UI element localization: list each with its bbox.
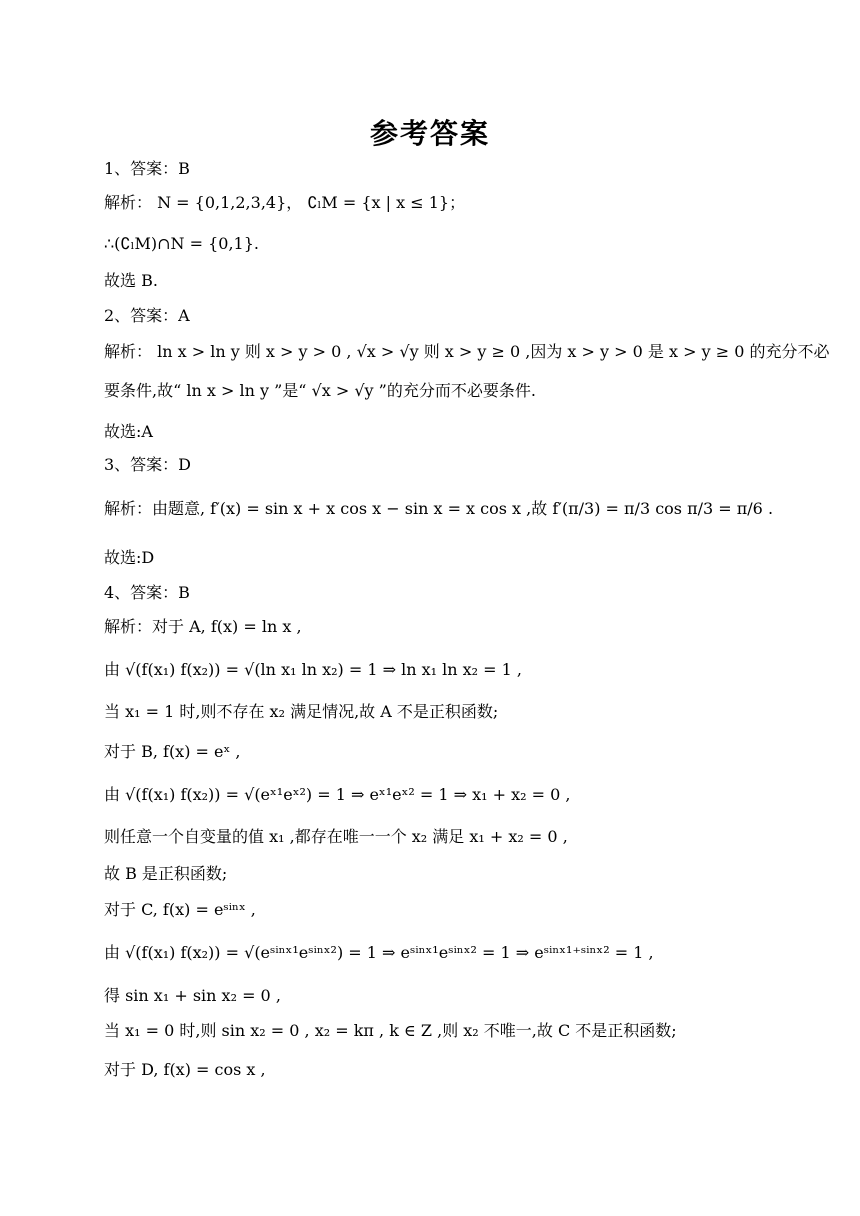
q3-answer: 3、答案：D bbox=[104, 455, 192, 474]
q1-analysis: 解析： N = {0,1,2,3,4}， ∁ₗM = {x | x ≤ 1}； bbox=[104, 193, 466, 212]
q4-c-sum: 得 sin x₁ + sin x₂ = 0 , bbox=[104, 986, 281, 1005]
q4-c-conclusion: 当 x₁ = 0 时,则 sin x₂ = 0 , x₂ = kπ , k ∈ Z ,则 x₂ 不唯一,故 C 不是正积函数; bbox=[104, 1021, 677, 1040]
page-title: 参考答案 bbox=[369, 117, 490, 150]
q4-b-derivation: 由 √(f(x₁) f(x₂)) = √(eˣ¹eˣ²) = 1 ⇒ eˣ¹eˣ² = 1 ⇒ x₁ + x₂ = 0 , bbox=[104, 785, 571, 804]
q4-a-derivation: 由 √(f(x₁) f(x₂)) = √(ln x₁ ln x₂) = 1 ⇒ ln x₁ ln x₂ = 1 , bbox=[104, 660, 523, 679]
q4-analysis-b: 对于 B, f(x) = eˣ , bbox=[104, 742, 241, 761]
q1-choice: 故选 B. bbox=[104, 271, 158, 290]
q4-answer: 4、答案：B bbox=[104, 583, 190, 602]
q4-analysis-a: 解析：对于 A, f(x) = ln x , bbox=[104, 617, 302, 636]
q3-choice: 故选:D bbox=[104, 548, 155, 567]
q4-analysis-c: 对于 C, f(x) = eˢⁱⁿˣ , bbox=[104, 900, 256, 919]
q3-analysis: 解析：由题意, f′(x) = sin x + x cos x − sin x = x cos x ,故 f′(π/3) = π/3 cos π/3 = π/6 . bbox=[104, 499, 774, 518]
q4-b-conclusion: 故 B 是正积函数; bbox=[104, 864, 228, 883]
q1-answer: 1、答案：B bbox=[104, 159, 190, 178]
q2-analysis-cont: 要条件,故“ ln x > ln y ”是“ √x > √y ”的充分而不必要条件. bbox=[104, 381, 536, 400]
q2-answer: 2、答案：A bbox=[104, 306, 190, 325]
q2-analysis: 解析： ln x > ln y 则 x > y > 0 , √x > √y 则 x > y ≥ 0 ,因为 x > y > 0 是 x > y ≥ 0 的充分不必 bbox=[104, 342, 830, 361]
q4-a-conclusion: 当 x₁ = 1 时,则不存在 x₂ 满足情况,故 A 不是正积函数; bbox=[104, 702, 499, 721]
q1-result: ∴(∁ₗM)∩N = {0,1}. bbox=[104, 234, 259, 253]
q2-choice: 故选:A bbox=[104, 422, 153, 441]
q4-c-derivation: 由 √(f(x₁) f(x₂)) = √(eˢⁱⁿˣ¹eˢⁱⁿˣ²) = 1 ⇒ eˢⁱⁿˣ¹eˢⁱⁿˣ² = 1 ⇒ eˢⁱⁿˣ¹⁺ˢⁱⁿˣ² = 1 , bbox=[104, 943, 654, 962]
q4-b-statement: 则任意一个自变量的值 x₁ ,都存在唯一一个 x₂ 满足 x₁ + x₂ = 0 , bbox=[104, 827, 568, 846]
q4-analysis-d: 对于 D, f(x) = cos x , bbox=[104, 1060, 266, 1079]
